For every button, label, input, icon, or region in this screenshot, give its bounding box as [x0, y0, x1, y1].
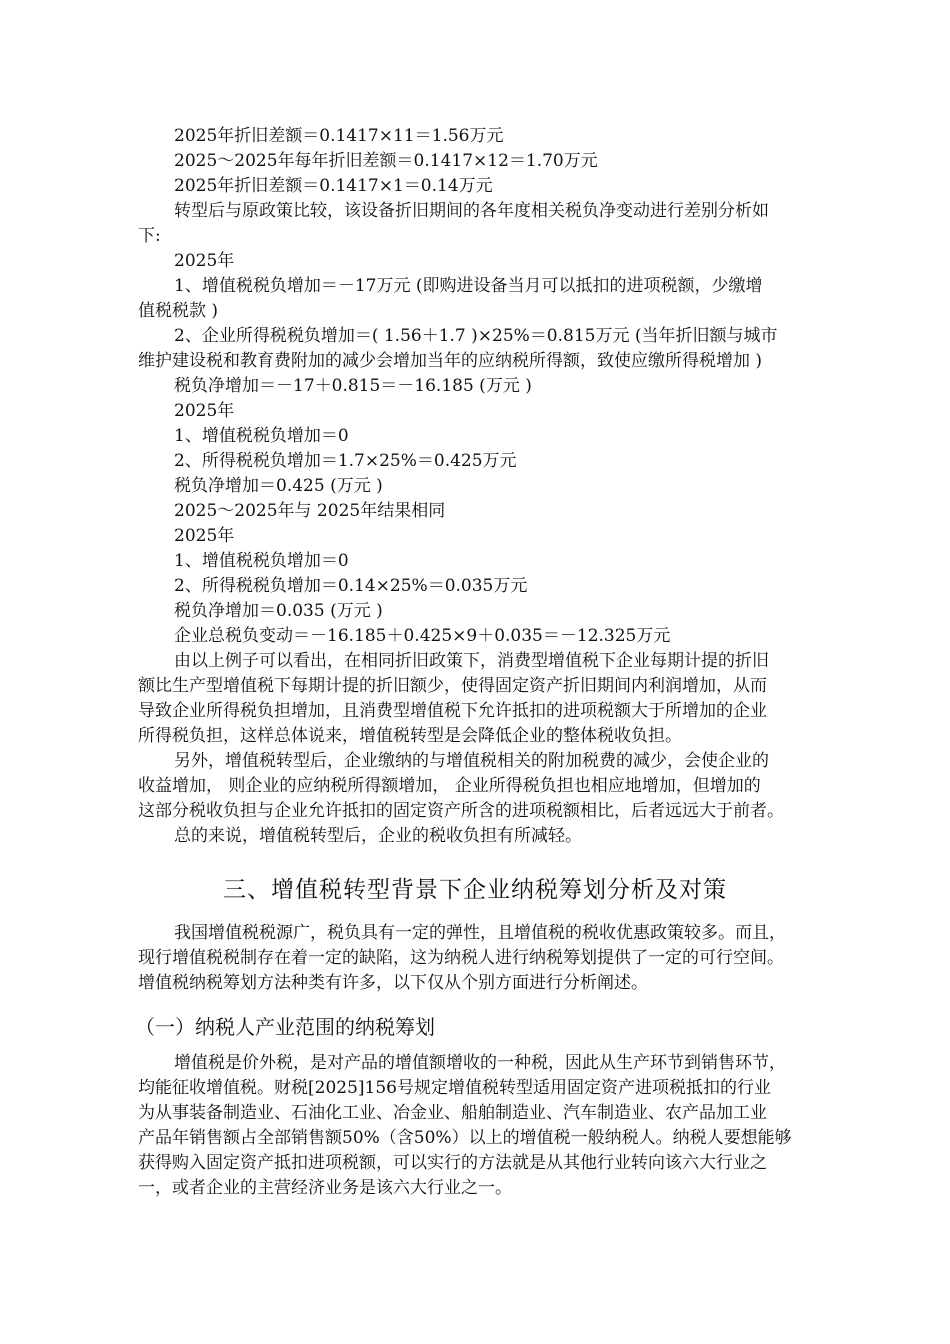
- text-line: 由以上例子可以看出，在相同折旧政策下，消费型增值税下企业每期计提的折旧: [174, 651, 769, 671]
- text-line: 导致企业所得税负担增加，且消费型增值税下允许抵扣的进项税额大于所增加的企业: [138, 701, 767, 721]
- text-line: 转型后与原政策比较，该设备折旧期间的各年度相关税负净变动进行差别分析如: [174, 201, 769, 221]
- year-heading: 2025年: [174, 526, 235, 546]
- text-line: 一，或者企业的主营经济业务是该六大行业之一。: [138, 1178, 512, 1198]
- text-line: 2、企业所得税税负增加＝( 1.56＋1.7 )×25%＝0.815万元 (当年折旧额与城市: [174, 326, 778, 346]
- text-line: 获得购入固定资产抵扣进项税额，可以实行的方法就是从其他行业转向该六大行业之: [138, 1153, 767, 1173]
- text-line: 税负净增加＝0.035 (万元 ): [174, 601, 383, 621]
- text-line: 2025～2025年每年折旧差额＝0.1417×12＝1.70万元: [174, 151, 598, 171]
- year-heading: 2025年: [174, 251, 235, 271]
- subsection-heading: （一）纳税人产业范围的纳税筹划: [135, 1015, 435, 1039]
- text-line: 增值税纳税筹划方法种类有许多，以下仅从个别方面进行分析阐述。: [138, 973, 648, 993]
- text-line: 总的来说，增值税转型后，企业的税收负担有所减轻。: [174, 826, 582, 846]
- text-line: 1、增值税税负增加＝0: [174, 426, 349, 446]
- text-line: 我国增值税税源广，税负具有一定的弹性，且增值税的税收优惠政策较多。而且，: [174, 923, 786, 943]
- text-line: 所得税负担，这样总体说来，增值税转型是会降低企业的整体税收负担。: [138, 726, 682, 746]
- text-line: 增值税是价外税，是对产品的增值额增收的一种税，因此从生产环节到销售环节，: [174, 1053, 786, 1073]
- text-line: 2025年折旧差额＝0.1417×11＝1.56万元: [174, 126, 504, 146]
- text-line: 2025年折旧差额＝0.1417×1＝0.14万元: [174, 176, 493, 196]
- text-line: 1、增值税税负增加＝0: [174, 551, 349, 571]
- text-line: 2、所得税税负增加＝1.7×25%＝0.425万元: [174, 451, 517, 471]
- text-line: 这部分税收负担与企业允许抵扣的固定资产所含的进项税额相比，后者远远大于前者。: [138, 801, 784, 821]
- year-heading: 2025年: [174, 401, 235, 421]
- text-line: 现行增值税税制存在着一定的缺陷，这为纳税人进行纳税筹划提供了一定的可行空间。: [138, 948, 784, 968]
- text-line: 为从事装备制造业、石油化工业、冶金业、船舶制造业、汽车制造业、农产品加工业: [138, 1103, 767, 1123]
- text-line: 税负净增加＝－17＋0.815＝－16.185 (万元 ): [174, 376, 532, 396]
- text-line: 1、增值税税负增加＝－17万元 (即购进设备当月可以抵扣的进项税额，少缴增: [174, 276, 763, 296]
- text-line: 2、所得税税负增加＝0.14×25%＝0.035万元: [174, 576, 528, 596]
- text-line: 值税税款 ): [138, 301, 219, 321]
- text-line: 税负净增加＝0.425 (万元 ): [174, 476, 383, 496]
- section-heading: 三、增值税转型背景下企业纳税筹划分析及对策: [223, 877, 727, 903]
- text-line: 产品年销售额占全部销售额50%（含50%）以上的增值税一般纳税人。纳税人要想能够: [138, 1128, 792, 1148]
- text-line: 额比生产型增值税下每期计提的折旧额少，使得固定资产折旧期间内利润增加，从而: [138, 676, 767, 696]
- text-line: 收益增加， 则企业的应纳税所得额增加， 企业所得税负担也相应地增加，但增加的: [138, 776, 761, 796]
- text-line: 另外，增值税转型后，企业缴纳的与增值税相关的附加税费的减少，会使企业的: [174, 751, 769, 771]
- text-line: 企业总税负变动＝－16.185＋0.425×9＋0.035＝－12.325万元: [174, 626, 671, 646]
- text-line: 2025～2025年与 2025年结果相同: [174, 501, 446, 521]
- text-line: 均能征收增值税。财税[2025]156号规定增值税转型适用固定资产进项税抵扣的行业: [138, 1078, 771, 1098]
- text-line: 下:: [138, 226, 161, 246]
- text-line: 维护建设税和教育费附加的减少会增加当年的应纳税所得额，致使应缴所得税增加 ): [138, 351, 763, 371]
